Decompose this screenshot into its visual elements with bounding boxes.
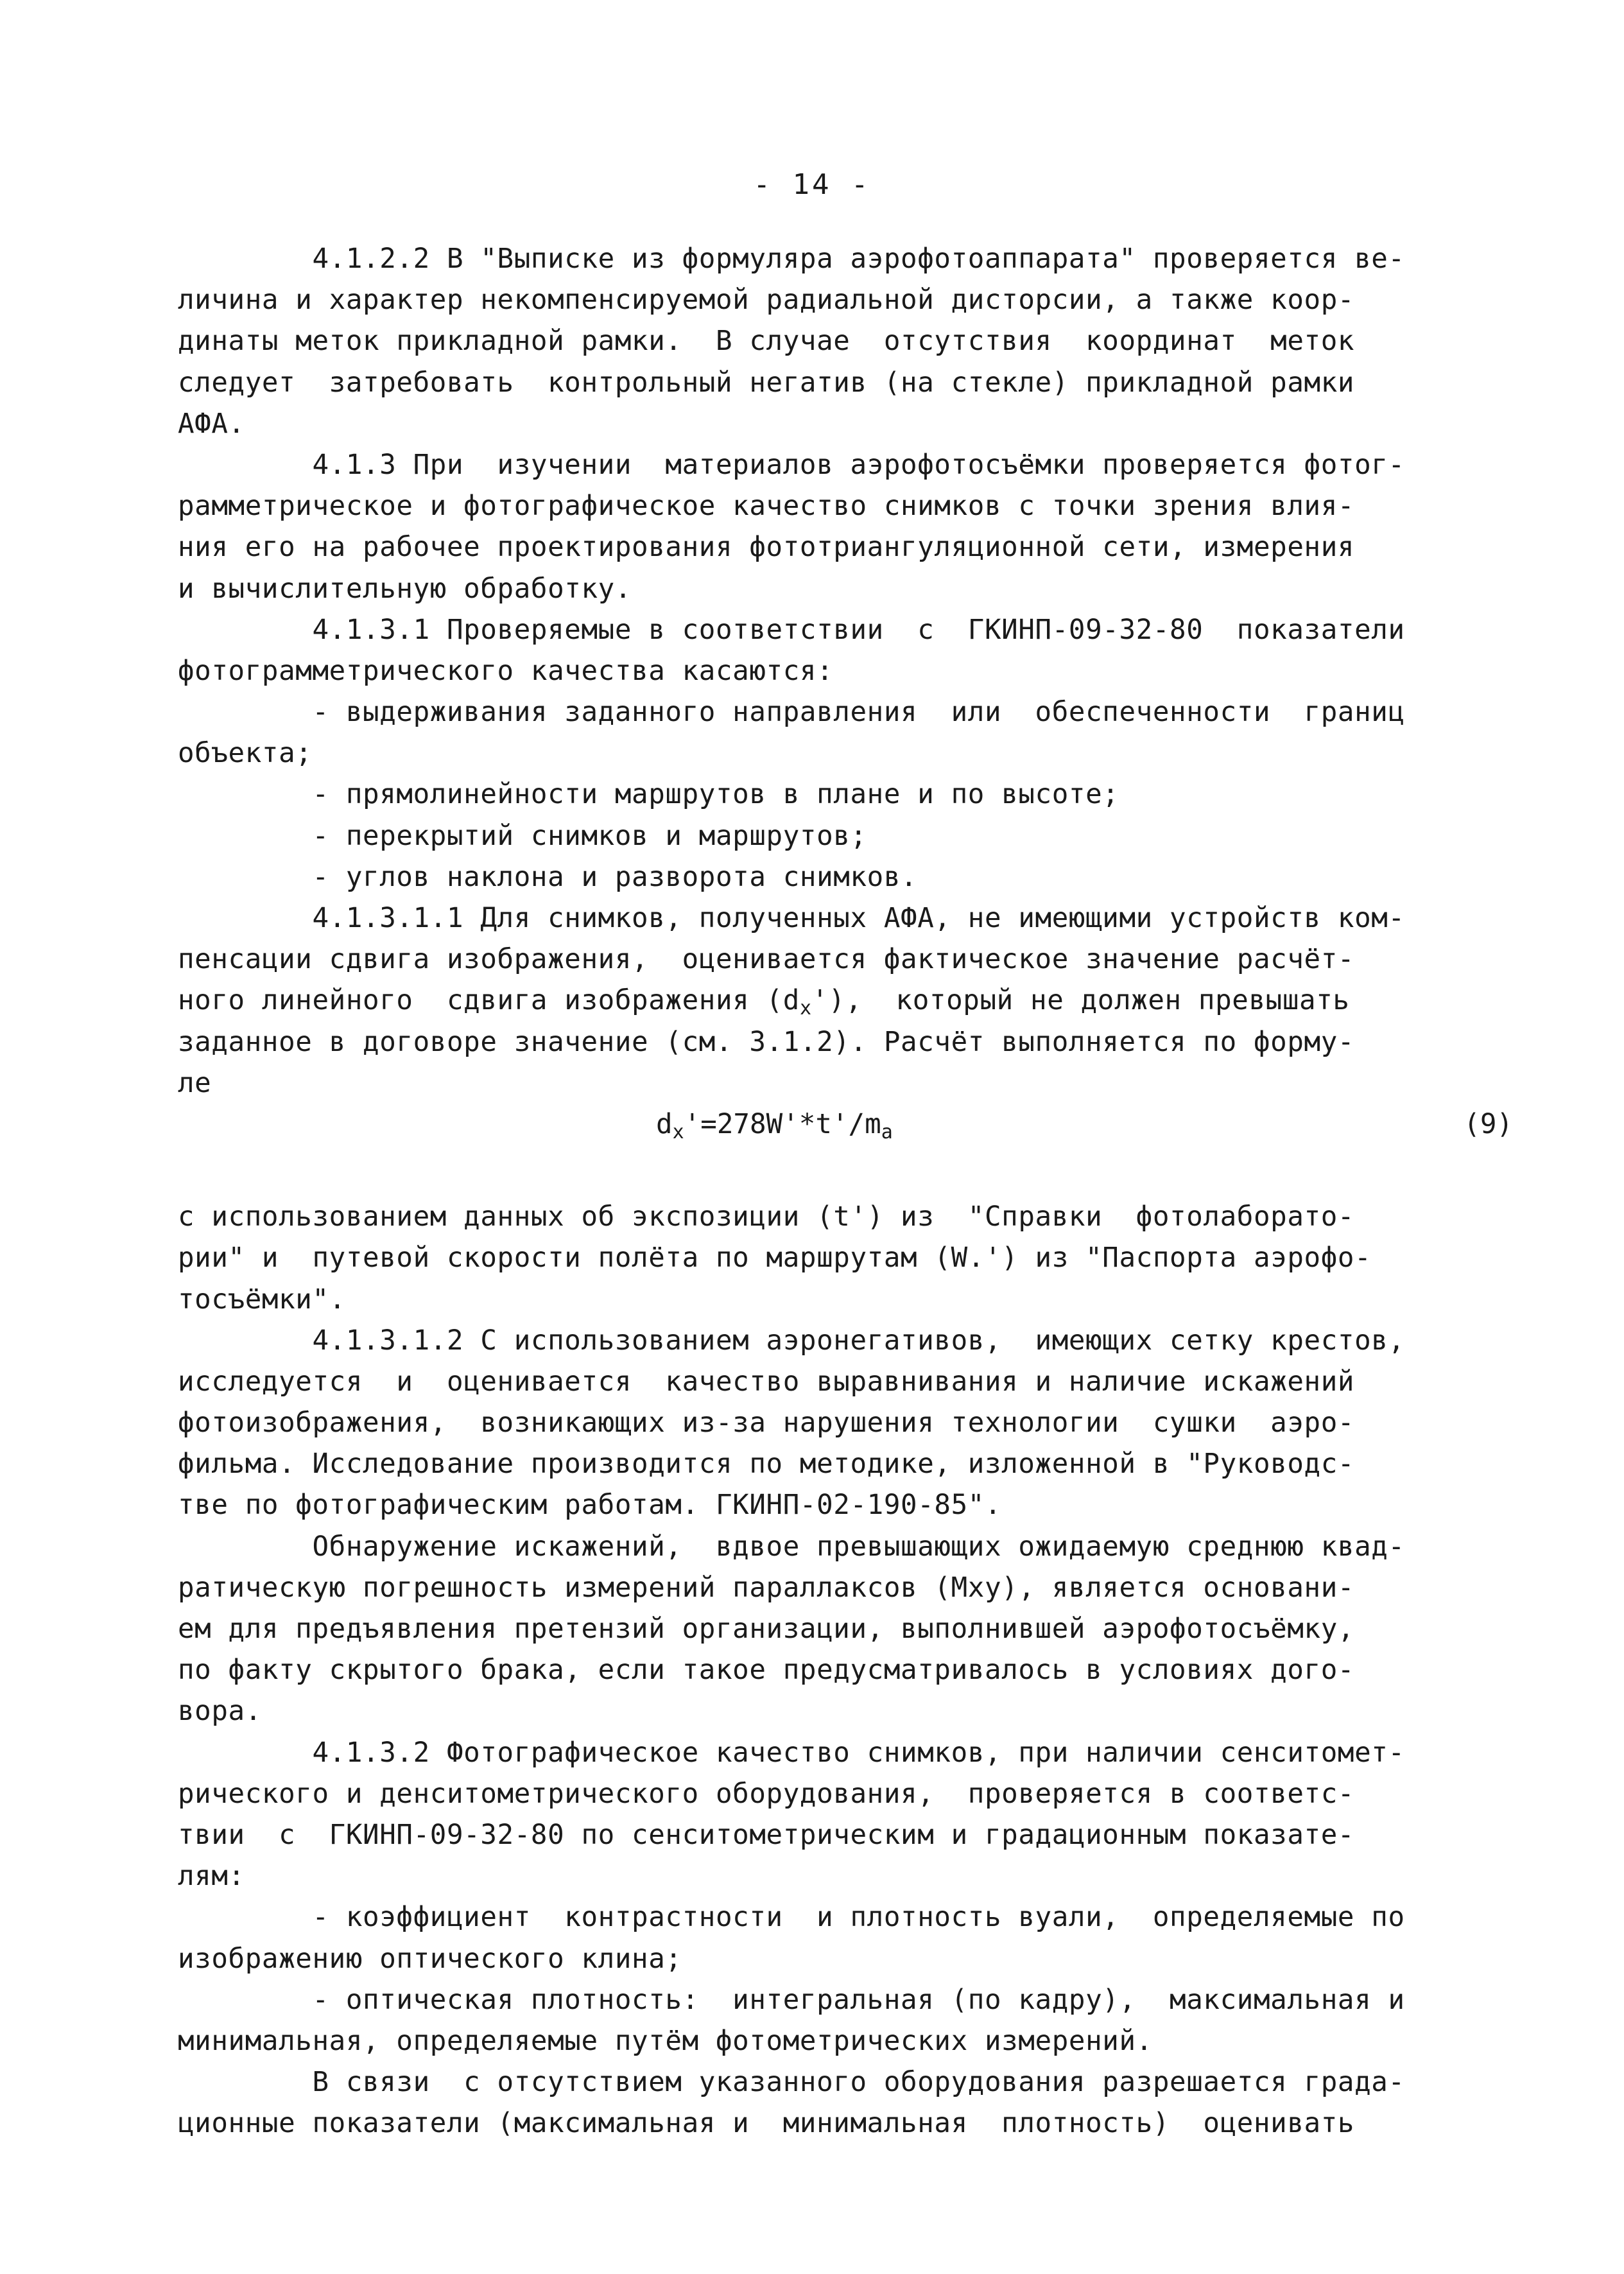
formula-number: (9): [1464, 1108, 1513, 1140]
text-line: 4.1.2.2 В "Выписке из формуляра аэрофотоаппарата" проверяется ве-: [178, 243, 1405, 275]
text-line: - прямолинейности маршрутов в плане и по высоте;: [178, 779, 1119, 811]
text-line: 4.1.3.1.2 С использованием аэронегативов, имеющих сетку крестов,: [178, 1324, 1405, 1357]
text-line: 4.1.3 При изучении материалов аэрофотосъёмки проверяется фотог-: [178, 449, 1405, 481]
text-line: ционные показатели (максимальная и минимальная плотность) оценивать: [178, 2108, 1355, 2140]
page-number: - 14 -: [753, 168, 871, 201]
text-line: личина и характер некомпенсируемой радиальной дисторсии, а также коор-: [178, 284, 1355, 317]
text-line: 4.1.3.1.1 Для снимков, полученных АФА, не имеющими устройств ком-: [178, 903, 1405, 934]
text-line: с использованием данных об экспозиции (t') из "Справки фотолаборато-: [178, 1201, 1355, 1233]
text-line: Обнаружение искажений, вдвое превышающих ожидаемую среднюю квад-: [178, 1531, 1405, 1563]
text-line: ния его на рабочее проектирования фототриангуляционной сети, измерения: [178, 532, 1355, 564]
text-line: рамметрическое и фотографическое качество снимков с точки зрения влия-: [178, 490, 1355, 523]
text-line: 4.1.3.1 Проверяемые в соответствии с ГКИНП-09-32-80 показатели: [178, 614, 1405, 646]
text-line: объекта;: [178, 738, 313, 770]
text-line: тве по фотографическим работам. ГКИНП-02-190-85".: [178, 1489, 1002, 1522]
text-line: рии" и путевой скорости полёта по маршрутам (W.') из "Паспорта аэрофо-: [178, 1242, 1372, 1274]
formula-body: '=278W'*t'/m: [684, 1108, 881, 1140]
text-line: ратическую погрешность измерений параллаксов (Мху), является основани-: [178, 1572, 1355, 1604]
text-line: фильма. Исследование производится по методике, изложенной в "Руководс-: [178, 1448, 1355, 1480]
text-line: ем для предъявления претензий организации, выполнившей аэрофотосъёмку,: [178, 1613, 1355, 1645]
formula-sub-x: x: [672, 1120, 684, 1143]
text-line: минимальная, определяемые путём фотометрических измерений.: [178, 2025, 1153, 2057]
text-line: - выдерживания заданного направления или обеспеченности границ: [178, 697, 1405, 729]
text-line: следует затребовать контрольный негатив (на стекле) прикладной рамки: [178, 367, 1355, 399]
text-line: рического и денситометрического оборудования, проверяется в соответс-: [178, 1778, 1355, 1810]
text-line: пенсации сдвига изображения, оценивается фактическое значение расчёт-: [178, 944, 1355, 976]
formula-d: d: [656, 1108, 673, 1140]
dx-text-a: ного линейного сдвига изображения (d: [178, 985, 800, 1017]
formula-row: [178, 1104, 1513, 1145]
text-line: АФА.: [178, 408, 245, 440]
text-line: фотограмметрического качества касаются:: [178, 655, 834, 687]
text-line: - коэффициент контрастности и плотность вуали, определяемые по: [178, 1902, 1405, 1934]
text-line: - углов наклона и разворота снимков.: [178, 861, 918, 893]
text-line: заданное в договоре значение (см. 3.1.2). Расчёт выполняется по форму-: [178, 1026, 1355, 1058]
text-line: ле: [178, 1067, 212, 1099]
text-line: - оптическая плотность: интегральная (по кадру), максимальная и: [178, 1984, 1405, 2016]
text-line: динаты меток прикладной рамки. В случае отсутствия координат меток: [178, 325, 1355, 358]
formula-sub-a: a: [881, 1120, 893, 1143]
dx-text-b: '), который не должен превышать: [811, 985, 1350, 1017]
text-line: твии с ГКИНП-09-32-80 по сенситометрическим и градационным показате-: [178, 1819, 1355, 1851]
text-line-dx: [178, 980, 1513, 1021]
text-line: исследуется и оценивается качество выравнивания и наличие искажений: [178, 1366, 1355, 1398]
text-line: 4.1.3.2 Фотографическое качество снимков, при наличии сенситомет-: [178, 1737, 1405, 1769]
text-line: по факту скрытого брака, если такое предусматривалось в условиях дого-: [178, 1654, 1355, 1687]
text-line: изображению оптического клина;: [178, 1943, 682, 1975]
text-line: В связи с отсутствием указанного оборудования разрешается града-: [178, 2067, 1405, 2099]
text-line: - перекрытий снимков и маршрутов;: [178, 820, 867, 852]
formula: [656, 1104, 893, 1145]
text-line: тосъёмки".: [178, 1283, 346, 1315]
body-text: [178, 239, 1513, 2144]
dx-subscript: x: [799, 997, 812, 1020]
text-line: фотоизображения, возникающих из-за нарушения технологии сушки аэро-: [178, 1407, 1355, 1439]
text-line: и вычислительную обработку.: [178, 573, 632, 605]
text-line: лям:: [178, 1861, 245, 1893]
text-line: вора.: [178, 1696, 262, 1728]
